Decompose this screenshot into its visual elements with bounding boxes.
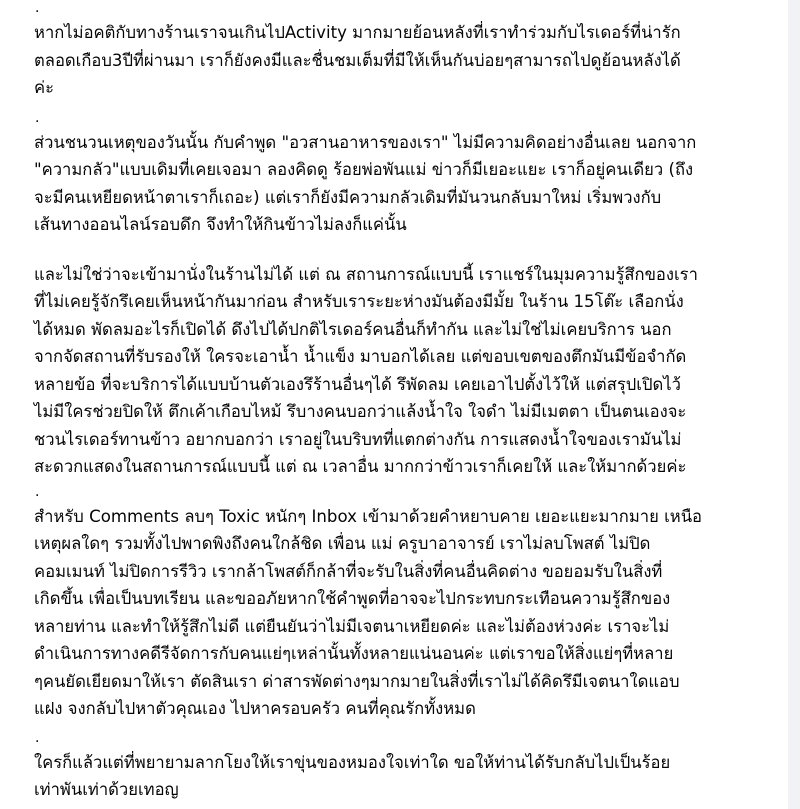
text-line: เส้นทางออนไลน์รอบดึก จึงทำให้กินข้าวไม่ลงก็แค่นั้น [34,215,407,234]
separator-dot: . [35,483,40,500]
text-line: ใครก็แล้วแต่ที่พยายามลากโยงให้เราขุ่นของหมองใจเท่าใด ขอให้ท่านได้รับกลับไปเป็นร้อย [34,752,671,772]
text-line: จากจัดสถานที่รับรองให้ ใครจะเอาน้ำ น้ำแข็ง มาบอกได้เลย แต่ขอบเขตของตึกมันมีข้อจำกัด [34,347,687,366]
paragraph-2 [34,129,782,239]
text-line: ที่ไม่เคยรู้จักรึเคยเห็นหน้ากันมาก่อน สำหรับเราระยะห่างมันต้องมีมั้ย ในร้าน 15โต๊ะ เลือกนั่ง [34,292,684,311]
text-line: เกิดขึ้น เพื่อเป็นบทเรียน และขออภัยหากใช้คำพูดที่อาจจะไปกระทบกระเทือนความรู้สึกของ [34,589,671,608]
text-line: ไม่มีใครช่วยปิดให้ ตึกเค้าเกือบไหม้ รึบางคนบอกว่าแล้งน้ำใจ ใจดำ ไม่มีเมตตา เป็นตนเองจะ [34,402,687,421]
text-line: แฝง จงกลับไปหาตัวคุณเอง ไปหาครอบครัว คนที่คุณรักทั้งหมด [34,699,476,718]
post-body [34,0,782,804]
text-line: เหตุผลใดๆ รวมทั้งไปพาดพิงถึงคนใกล้ชิด เพื่อน แม่ ครูบาอาจารย์ เราไม่ลบโพสต์ ไม่ปิด [34,534,651,553]
text-line: หลายท่าน และทำให้รู้สึกไม่ดี แต่ยืนยันว่าไม่มีเจตนาเหยียดค่ะ และไม่ต้องห่วงค่ะ เราจะไม่ [34,616,670,636]
text-line: หลายข้อ ที่จะบริการได้แบบบ้านตัวเองรึร้านอื่นๆได้ รึพัดลม เคยเอาไปตั้งไว้ให้ แต่สรุปเปิดไว้ [34,374,681,394]
paragraph-1 [34,19,782,102]
separator-dot: . [35,0,40,16]
paragraph-3 [34,261,782,481]
text-line: เท่าพันเท่าด้วยเทอญ [34,780,179,799]
text-line: จะมีคนเหยียดหน้าตาเราก็เถอะ) แต่เราก็ยังมีความกลัวเดิมที่มันวนกลับมาใหม่ เริ่มพวงกับ [34,187,662,207]
separator-dot: . [35,729,40,746]
paragraph-5 [34,749,782,804]
text-line: ส่วนชนวนเหตุของวันนั้น กับคำพูด "อวสานอาหารของเรา" ไม่มีความคิดอย่างอื่นเลย นอกจาก [34,132,697,152]
text-line: หากไม่อคติกับทางร้านเราจนเกินไปActivity มากมายย้อนหลังที่เราทำร่วมกับไรเดอร์ที่น่ารัก [34,23,681,42]
text-line: "ความกลัว"แบบเดิมที่เคยเจอมา ลองคิดดู ร้อยพ่อพันแม่ ข่าวก็มีเยอะแยะ เราก็อยู่คนเดียว (ถึง [34,160,694,179]
separator-dot: . [35,109,40,126]
paragraph-4 [34,503,782,723]
text-line: คอมเมนท์ ไม่ปิดการรีวิว เรากล้าโพสต์ก็กล้าที่จะรับในสิ่งที่คนอื่นคิดต่าง ขอยอมรับในสิ่งที่ [34,561,663,581]
text-line: สำหรับ Comments ลบๆ Toxic หนักๆ Inbox เข้ามาด้วยคำหยาบคาย เยอะแยะมากมาย เหนือ [34,506,703,526]
text-line: ค่ะ [34,78,55,97]
text-line: ดำเนินการทางคดีรีจัดการกับคนแย่ๆเหล่านั้นทั้งหลายแน่นอนค่ะ แต่เราขอให้สิ่งแย่ๆที่หลาย [34,644,674,663]
text-line: ชวนไรเดอร์ทานข้าว อยากบอกว่า เราอยู่ในบริบทที่แตกต่างกัน การแสดงน้ำใจของเรามันไม่ [34,429,682,449]
text-line: สะดวกแสดงในสถานการณ์แบบนี้ แต่ ณ เวลาอื่น มากกว่าข้าวเราก็เคยให้ และให้มากด้วยค่ะ [34,457,687,476]
text-line: ตลอดเกือบ3ปีที่ผ่านมา เราก็ยังคงมีและชื่นชมเต็มที่มีให้เห็นกันบ่อยๆสามารถไปดูย้อนหลังได้ [34,50,681,70]
text-line: ๆคนยัดเยียดมาให้เรา ตัดสินเรา ด่าสารพัดต่างๆมากมายในสิ่งที่เราไม่ได้คิดรึมีเจตนาใดแอบ [34,671,680,691]
text-line: และไม่ใช่ว่าจะเข้ามานั่งในร้านไม่ได้ แต่ ณ สถานการณ์แบบนี้ เราแชร์ในมุมความรู้สึกของเรา [34,264,698,284]
text-line: ได้หมด พัดลมอะไรก็เปิดได้ ดึงไปได้ปกติไรเดอร์คนอื่นก็ทำกัน และไม่ใช่ไม่เคยบริการ นอก [34,319,672,339]
page-edge [788,0,800,809]
